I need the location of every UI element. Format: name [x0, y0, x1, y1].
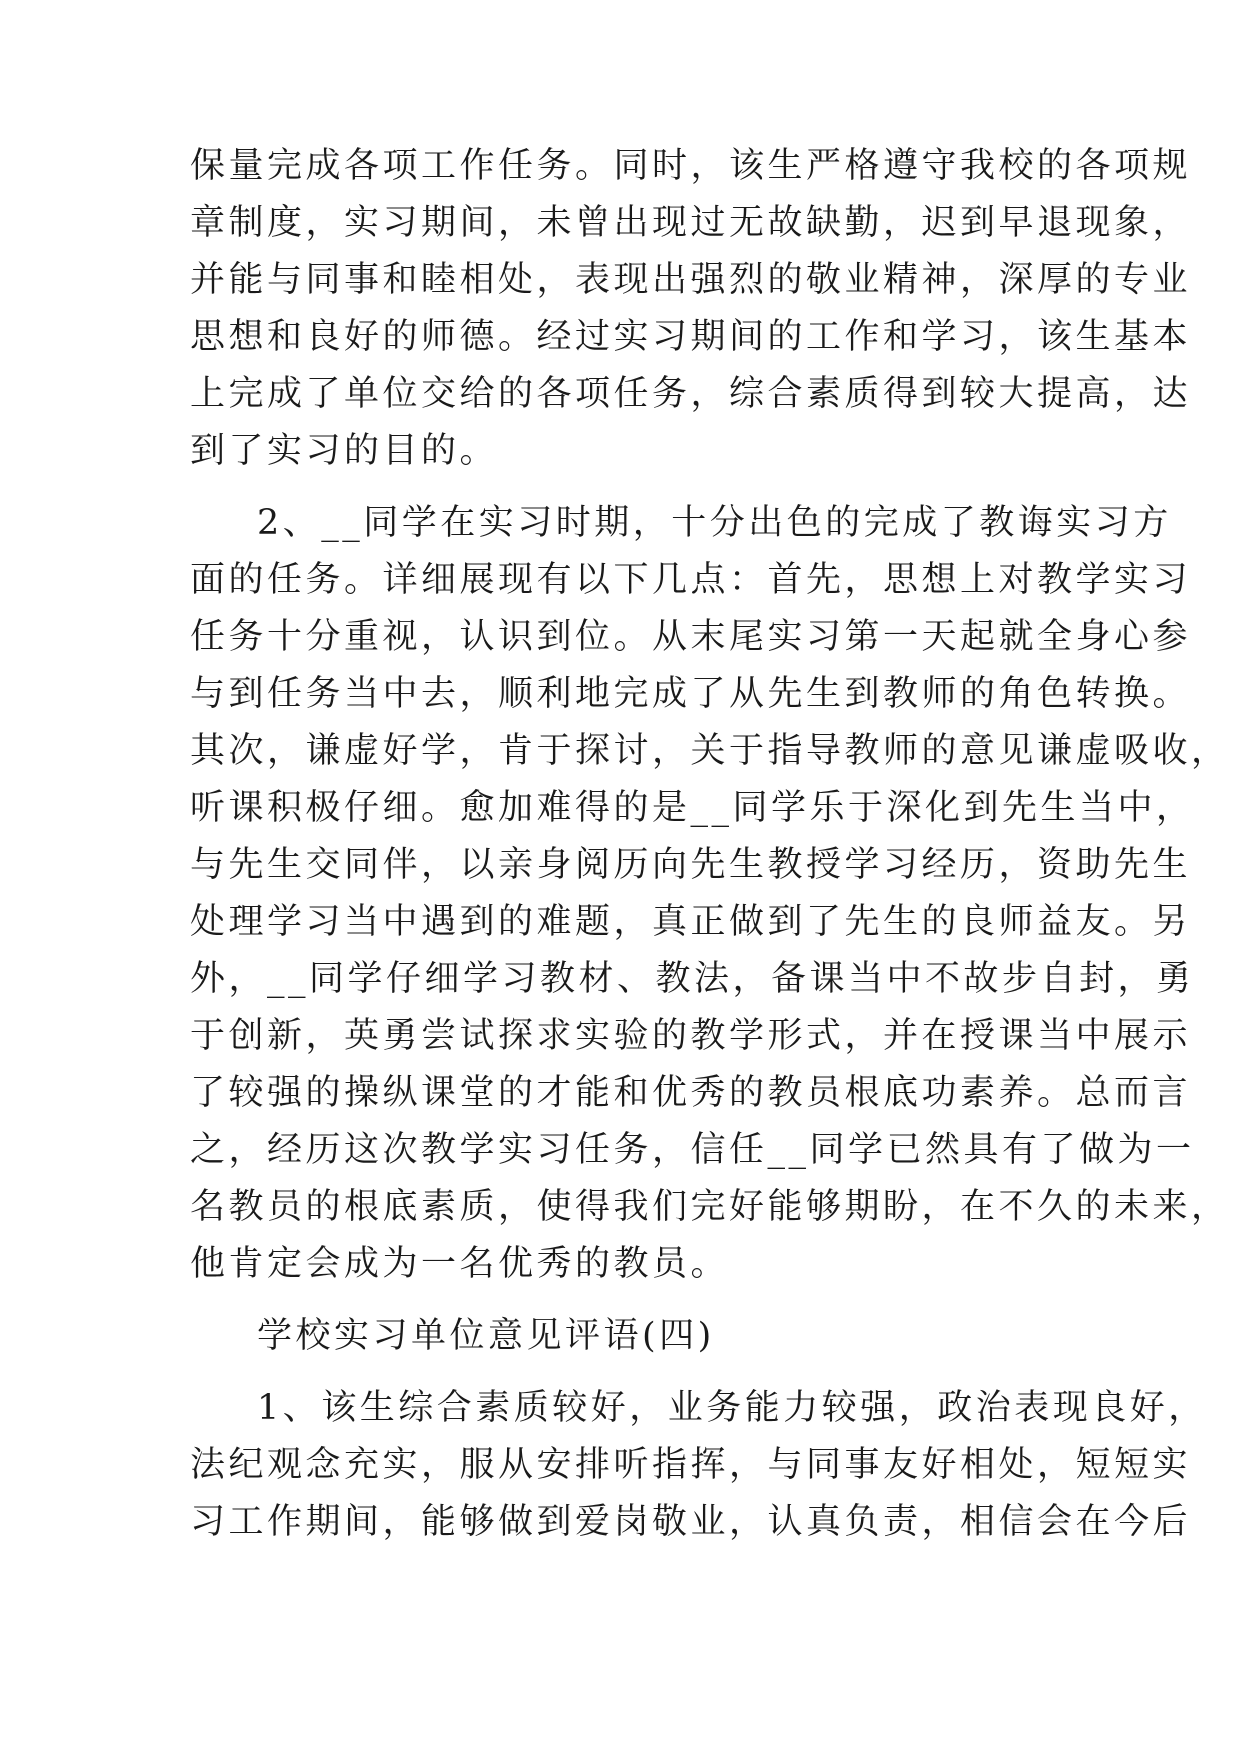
text-line: 保量完成各项工作任务。同时，该生严格遵守我校的各项规 — [190, 146, 1192, 186]
text-line: 名教员的根底素质，使得我们完好能够期盼，在不久的未来， — [190, 1187, 1230, 1227]
text-line: 上完成了单位交给的各项任务，综合素质得到较大提高，达 — [190, 374, 1192, 414]
paragraph-start-line: 1、该生综合素质较好，业务能力较强，政治表现良好， — [257, 1388, 1207, 1428]
text-line: 外，__同学仔细学习教材、教法，备课当中不故步自封，勇 — [190, 959, 1195, 999]
text-line: 他肯定会成为一名优秀的教员。 — [190, 1244, 730, 1284]
paragraph-start-line: 2、__同学在实习时期，十分出色的完成了教诲实习方 — [257, 503, 1172, 543]
text-line: 了较强的操纵课堂的才能和优秀的教员根底功素养。总而言 — [190, 1073, 1192, 1113]
text-line: 之，经历这次教学实习任务，信任__同学已然具有了做为一 — [190, 1130, 1195, 1170]
text-line: 听课积极仔细。愈加难得的是__同学乐于深化到先生当中， — [190, 788, 1195, 828]
text-line: 于创新，英勇尝试探求实验的教学形式，并在授课当中展示 — [190, 1016, 1192, 1056]
text-line: 法纪观念充实，服从安排听指挥，与同事友好相处，短短实 — [190, 1445, 1192, 1485]
text-line: 习工作期间，能够做到爱岗敬业，认真负责，相信会在今后 — [190, 1502, 1192, 1542]
text-line: 与先生交同伴，以亲身阅历向先生教授学习经历，资助先生 — [190, 845, 1192, 885]
text-line: 思想和良好的师德。经过实习期间的工作和学习，该生基本 — [190, 317, 1192, 357]
text-line: 到了实习的目的。 — [190, 431, 499, 471]
text-line: 面的任务。详细展现有以下几点：首先，思想上对教学实习 — [190, 560, 1192, 600]
section-heading: 学校实习单位意见评语(四) — [257, 1316, 715, 1356]
text-line: 处理学习当中遇到的难题，真正做到了先生的良师益友。另 — [190, 902, 1192, 942]
text-line: 章制度，实习期间，未曾出现过无故缺勤，迟到早退现象， — [190, 203, 1192, 243]
text-line: 其次，谦虚好学，肯于探讨，关于指导教师的意见谦虚吸收， — [190, 731, 1230, 771]
text-line: 并能与同事和睦相处，表现出强烈的敬业精神，深厚的专业 — [190, 260, 1192, 300]
text-line: 任务十分重视，认识到位。从末尾实习第一天起就全身心参 — [190, 617, 1192, 657]
text-line: 与到任务当中去，顺利地完成了从先生到教师的角色转换。 — [190, 674, 1192, 714]
